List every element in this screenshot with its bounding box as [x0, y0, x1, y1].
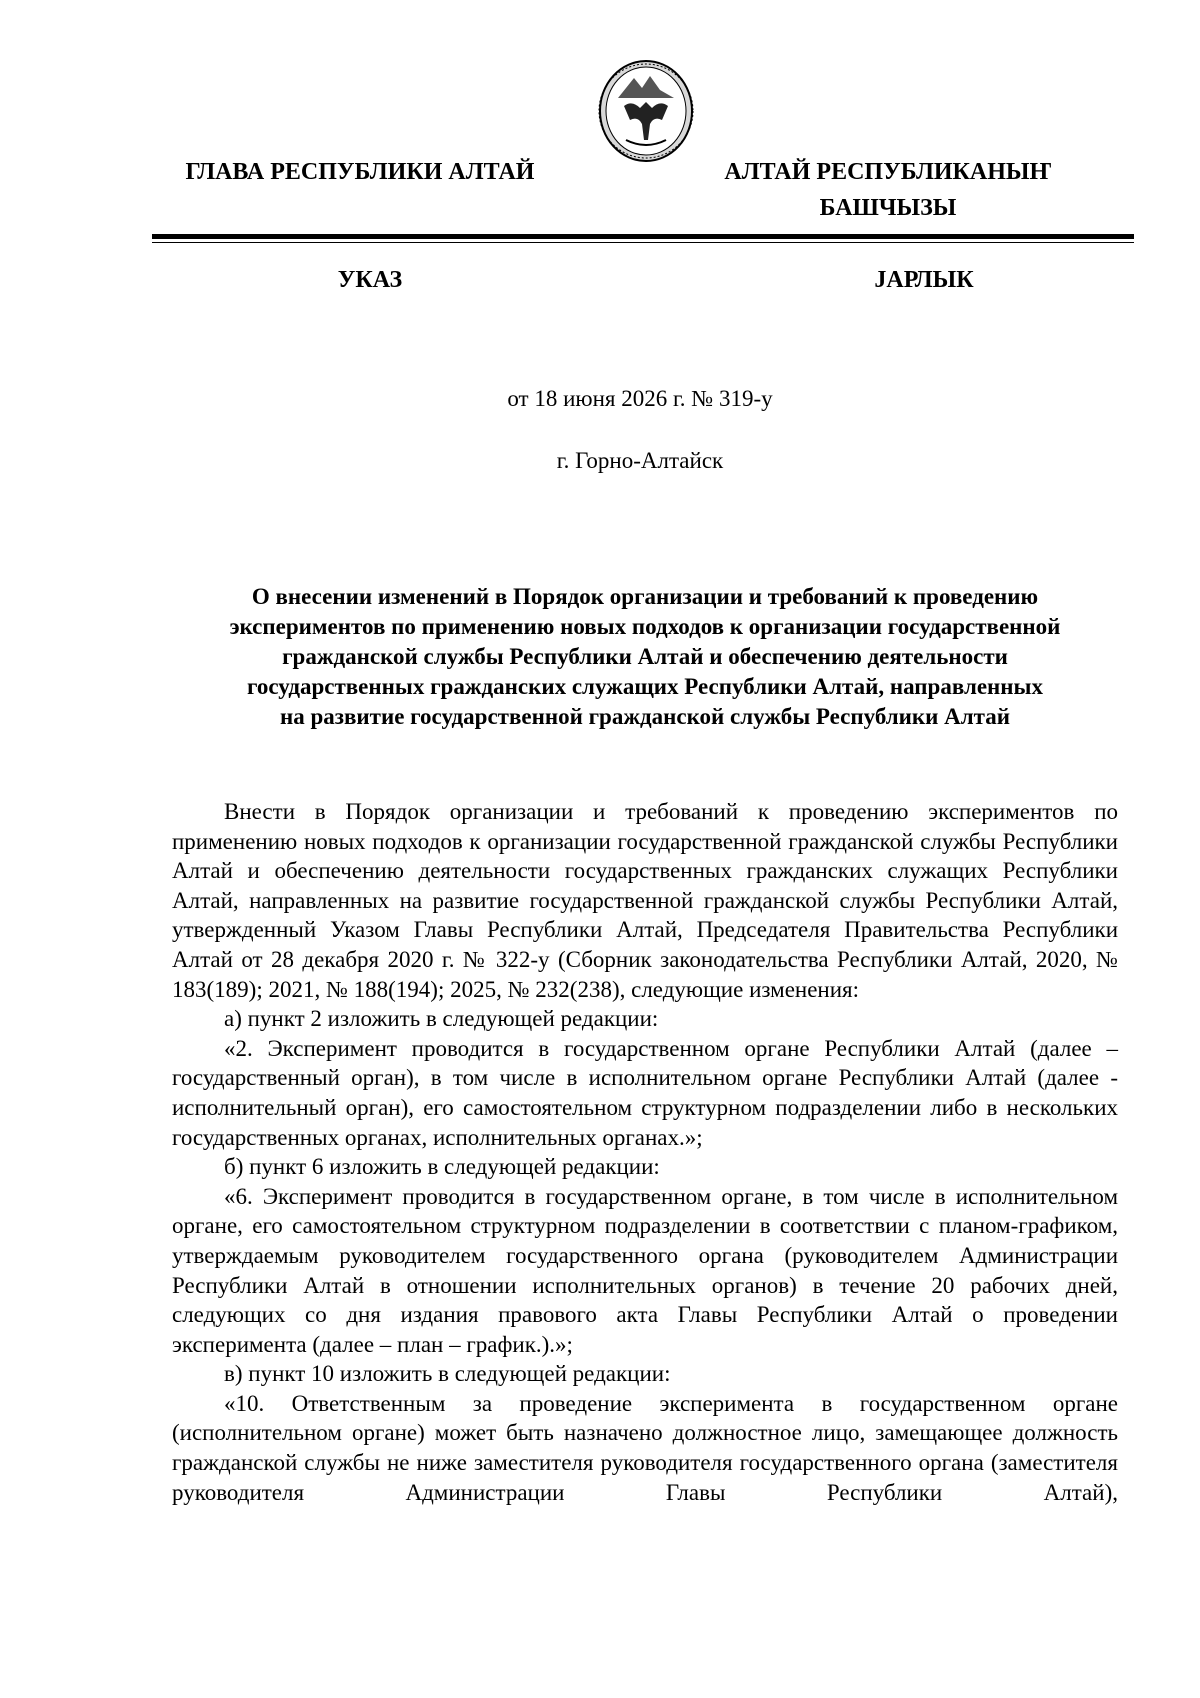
body-paragraph: «6. Эксперимент проводится в государственном органе, в том числе в исполнительном органе, его самостоятельном структурном подразделении в соответствии с планом-графиком, утверждаемым руководителем государственного органа (руководителем Администрации Республики Алтай в отношении исполнительных органов) в течение 20 рабочих дней, следующих со дня издания правового акта Главы Республики Алтай о проведении эксперимента (далее – план – график.).»; — [172, 1183, 1118, 1357]
body-paragraph: а) пункт 2 изложить в следующей редакции: — [224, 1006, 659, 1032]
body-paragraph: Внести в Порядок организации и требований к проведению экспериментов по применению новых подходов к организации государственной гражданской службы Республики Алтай и обеспечению деятельности государственных гражданских служащих Республики Алтай, направленных на развитие государственной гражданской службы Республики Алтай, утвержденный Указом Главы Республики Алтай, Председателя Правительства Республики Алтай от 28 декабря 2020 г. № 322-у (Сборник законодательства Республики Алтай, 2020, № 183(189); 2021, № 188(194); 2025, № 232(238), следующие изменения: — [172, 799, 1118, 1002]
decree-body — [172, 797, 1118, 1507]
issuer-name-altai — [708, 154, 1068, 226]
body-paragraph: в) пункт 10 изложить в следующей редакции: — [224, 1361, 671, 1387]
body-paragraph: б) пункт 6 изложить в следующей редакции: — [224, 1154, 660, 1180]
doc-type-altai: ЈАРЛЫК — [874, 267, 974, 293]
issuer-name-altai-line2: БАШЧЫЗЫ — [819, 195, 957, 221]
issuer-name-altai-line1: АЛТАЙ РЕСПУБЛИКАНЫҤ — [724, 159, 1052, 185]
title-line: на развитие государственной гражданской службы Республики Алтай — [279, 704, 1011, 729]
doc-type-russian: УКАЗ — [337, 267, 403, 293]
header-rule-thick — [152, 234, 1134, 239]
title-line: гражданской службы Республики Алтай и обеспечению деятельности — [282, 644, 1008, 669]
body-paragraph: «10. Ответственным за проведение эксперимента в государственном органе (исполнительном органе) может быть назначено должностное лицо, замещающее должность гражданской службы не ниже заместителя руководителя государственного органа (заместителя руководителя Администрации Главы Республики Алтай), — [172, 1390, 1118, 1505]
issuer-name-russian: ГЛАВА РЕСПУБЛИКИ АЛТАЙ — [185, 159, 535, 185]
coat-of-arms-emblem — [596, 58, 696, 164]
decree-place: г. Горно-Алтайск — [556, 448, 724, 473]
title-line: О внесении изменений в Порядок организации и требований к проведению — [251, 584, 1039, 609]
decree-title — [172, 582, 1118, 732]
title-line: государственных гражданских служащих Республики Алтай, направленных — [246, 674, 1044, 699]
body-paragraph: «2. Эксперимент проводится в государственном органе Республики Алтай (далее – государственный орган), в том числе в исполнительном органе Республики Алтай (далее - исполнительный орган), его самостоятельном структурном подразделении либо в нескольких государственных органах, исполнительных органах.»; — [172, 1035, 1118, 1150]
title-line: экспериментов по применению новых подходов к организации государственной — [229, 614, 1061, 639]
decree-date-number: от 18 июня 2026 г. № 319-у — [507, 386, 773, 411]
header-rule-thin — [152, 242, 1134, 243]
